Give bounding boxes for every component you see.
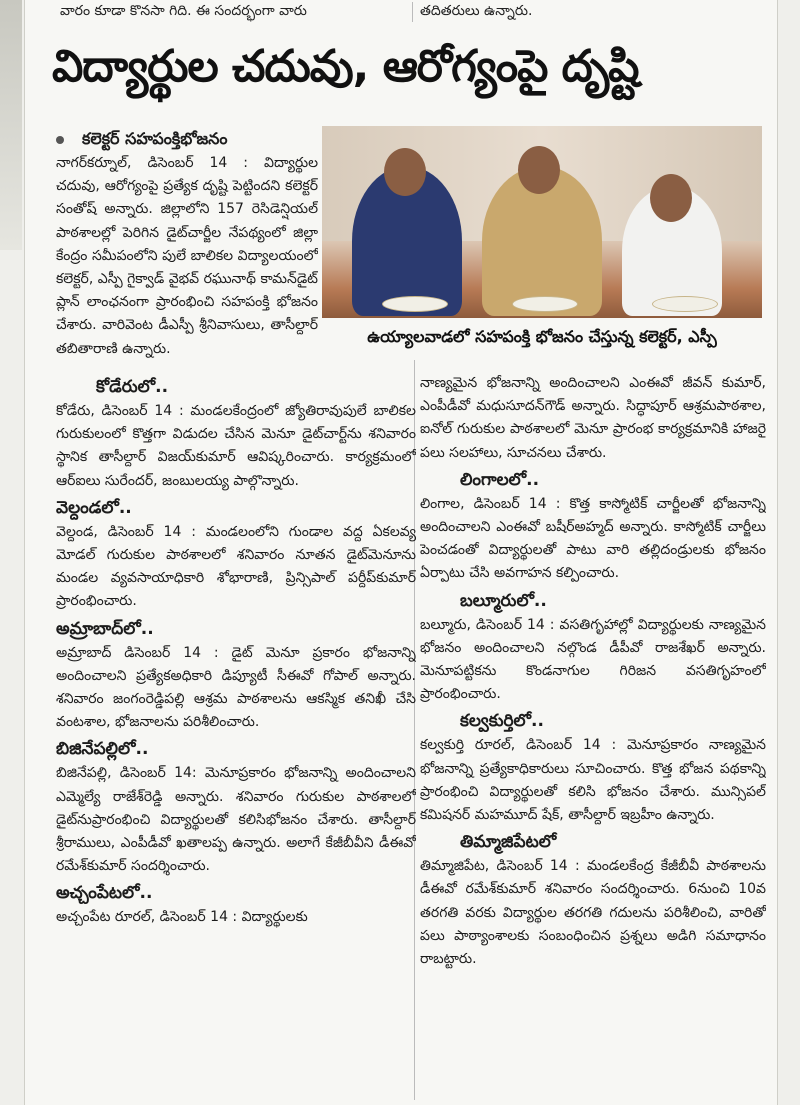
section-paragraph: అమ్రాబాద్ డిసెంబర్ 14 : డైట్ మెనూ ప్రకారం భోజనాన్ని అందించాలని ప్రత్యేకఅధికారి డిప్యూటీ సీఈవో గోపాల్ అన్నారు. శనివారం జంగంరెడ్డిపల్లి ఆశ్రమ పాఠశాలను ఆకస్మిక తనిఖీ చేసి వంటశాల, భోజనాలను పరిశీలించారు.	[56, 644, 416, 731]
photo-plate	[512, 296, 578, 312]
section-heading: బల్మూరులో..	[460, 590, 547, 611]
section-heading: కోడేరులో..	[96, 377, 169, 397]
photo-head	[384, 148, 426, 196]
column-divider-top	[412, 2, 413, 22]
section-heading: వెల్దండలో..	[56, 497, 132, 518]
photo-head	[518, 146, 560, 194]
adjacent-page-right	[777, 0, 800, 1105]
section-heading: లింగాలలో..	[460, 469, 540, 490]
section-paragraph: బిజినేపల్లి, డిసెంబర్ 14: మెనూప్రకారం భోజనాన్ని అందించాలని ఎమ్మెల్యే రాజేశ్‌రెడ్డి అన్నారు. శనివారం గురుకుల పాఠశాలలో డైట్‌నుప్రారంభించి విద్యార్థులతో కలిసిభోజనం చేశారు. తాసీల్దార్ శ్రీరాములు, ఎంపీడీవో ఖతాలప్ప ఉన్నారు. అలాగే కేజీబీవీని డీఈవో రమేశ్‌కుమార్ సందర్శించారు.	[56, 765, 416, 875]
photo-plate	[652, 296, 718, 312]
left-column	[56, 372, 416, 930]
section-paragraph: నాణ్యమైన భోజనాన్ని అందించాలని ఎంఈవో జీవన్ కుమార్, ఎంపీడీవో మధుసూదన్‌గౌడ్ అన్నారు. సిద్ధాపూర్ ఆశ్రమపాఠశాల, ఐనోల్ గురుకుల పాఠశాలలో మెనూ ప్రారంభ కార్యక్రమానికి హాజరై పలు సలహాలు, సూచనలు చేశారు.	[420, 375, 766, 461]
section-heading: అమ్రాబాద్‌లో..	[56, 618, 154, 639]
section-paragraph: వెల్దండ, డిసెంబర్ 14 : మండలంలోని గుండాల వద్ద ఏకలవ్య మోడల్ గురుకుల పాఠశాలలో శనివారం నూతన డైట్‌మెనూను మండల వ్యవసాయాధికారి శోభారాణి, ప్రిన్సిపాల్ పర్దీప్‌కుమార్ ప్రారంభించారు.	[56, 523, 416, 610]
section-paragraph: బల్మూరు, డిసెంబర్ 14 : వసతిగృహాల్లో విద్యార్థులకు నాణ్యమైన భోజనం అందించాలని నల్గొండ డీపీవో రాజశేఖర్ అన్నారు. మెనూపట్టికను కొండనాగుల గిరిజన వసతిగృహంలో ప్రారంభించారు.	[420, 616, 766, 703]
previous-article-tail	[60, 0, 760, 22]
previous-article-left-line: వారం కూడా కొనసా గిది. ఈ సందర్భంగా వారు	[60, 3, 307, 19]
photo-caption: ఉయ్యాలవాడలో సహపంక్తి భోజనం చేస్తున్న కలెక్టర్, ఎస్పీ	[367, 327, 717, 346]
lead-subheading: కలెక్టర్ సహపంక్తిభోజనం	[56, 126, 318, 152]
section-heading: అచ్చంపేటలో..	[56, 883, 153, 904]
section-heading: కల్వకుర్తిలో..	[460, 711, 544, 732]
lead-paragraph: నాగర్‌కర్నూల్, డిసెంబర్ 14 : విద్యార్థుల చదువు, ఆరోగ్యంపై ప్రత్యేక దృష్టి పెట్టిందని కలెక్టర్ సంతోష్ అన్నారు. జిల్లాలోని 157 రెసిడెన్షియల్ పాఠశాలల్లో పెరిగిన డైట్‌చార్జీల నేపథ్యంలో జిల్లా కేంద్రం సమీపంలోని పులే బాలికల విద్యాలయంలో కలెక్టర్, ఎస్పీ గైక్వాడ్ వైభవ్ రఘునాథ్ కామన్‌డైట్ ప్లాన్ లాంఛనంగా ప్రారంభించి సహపంక్తి భోజనం చేశారు. వారివెంట డీఎస్పీ శ్రీనివాసులు, తాసీల్దార్ తబితారాణి ఉన్నారు.	[56, 155, 318, 357]
adjacent-photo	[0, 0, 22, 250]
article-headline: విద్యార్థుల చదువు, ఆరోగ్యంపై దృష్టి	[52, 41, 639, 92]
photo-head	[650, 174, 692, 222]
section-paragraph: లింగాల, డిసెంబర్ 14 : కొత్త కాస్మోటిక్ చార్జీలతో భోజనాన్ని అందించాలని ఎంఈవో బషీర్‌అహ్మద్ అన్నారు. కాస్మోటిక్ చార్జీలు పెంచడంతో విద్యార్థులతో పాటు వారి తల్లిదండ్రులకు భోజనం ఏర్పాటు చేసి అవగాహన కల్పించారు.	[420, 495, 766, 582]
section-paragraph: అచ్చంపేట రూరల్, డిసెంబర్ 14 : విద్యార్థులకు	[56, 909, 308, 926]
article-photo	[322, 126, 762, 318]
bullet-icon	[56, 136, 64, 144]
section-paragraph: కోడేరు, డిసెంబర్ 14 : మండలకేంద్రంలో జ్యోతిరావుపులే బాలికల గురుకులంలో కొత్తగా విడుదల చేసిన మెనూ డైట్‌చార్ట్‌ను శనివారం స్థానిక తాసీల్దార్ విజయ్‌కుమార్ ఆవిష్కరించారు. కార్యక్రమంలో ఆర్‌ఐలు సురేందర్, జంబులయ్య పాల్గొన్నారు.	[56, 403, 416, 489]
section-heading: తిమ్మాజిపేటలో	[460, 832, 557, 853]
lead-column	[56, 126, 318, 361]
section-paragraph: తిమ్మాజిపేట, డిసెంబర్ 14 : మండలకేంద్ర కేజీబీవీ పాఠశాలను డీఈవో రమేశ్‌కుమార్ శనివారం సందర్శించారు. 6నుంచి 10వ తరగతి వరకు విద్యార్థుల తరగతి గదులను పరిశీలించి, వారితో పలు పాఠ్యాంశాలకు సంబంధించిన ప్రశ్నలు అడిగి సమాధానం రాబట్టారు.	[420, 858, 766, 968]
section-paragraph: కల్వకుర్తి రూరల్, డిసెంబర్ 14 : మెనూప్రకారం నాణ్యమైన భోజనాన్ని ప్రత్యేకాధికారులు సూచించారు. కొత్త భోజన పథకాన్ని ప్రారంభించి విద్యార్థులతో కలిసి భోజనం చేశారు. మున్సిపల్ కమిషనర్ మహమూద్ షేక్, తాసీల్దార్ ఇబ్రహీం ఉన్నారు.	[420, 737, 766, 824]
adjacent-page-left	[0, 0, 25, 1105]
right-column	[420, 372, 766, 971]
previous-article-right-line: తదితరులు ఉన్నారు.	[420, 3, 533, 19]
photo-plate	[382, 296, 448, 312]
section-heading: బిజినేపల్లిలో..	[56, 739, 149, 760]
